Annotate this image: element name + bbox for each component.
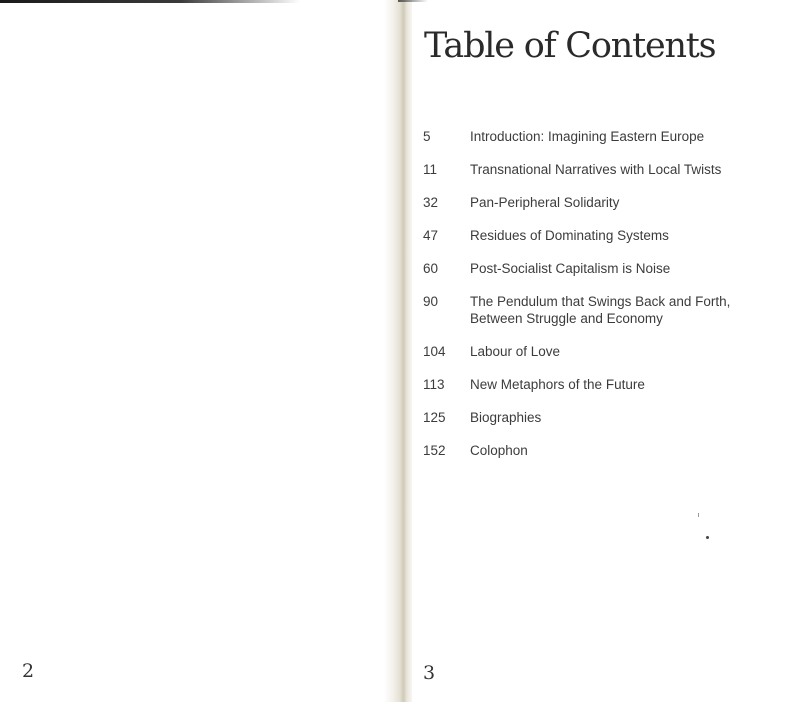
- paper-speck: [706, 536, 709, 539]
- toc-page-number: 60: [423, 261, 439, 276]
- toc-entry-introduction: [423, 128, 773, 145]
- toc-entry-residues: [423, 227, 773, 244]
- toc-entry-title: Introduction: Imagining Eastern Europe: [470, 129, 705, 144]
- toc-entry-title: Colophon: [470, 443, 528, 458]
- left-page-top-edge-shadow: [0, 0, 300, 3]
- toc-list: [423, 128, 773, 475]
- toc-entry-title: Residues of Dominating Systems: [470, 228, 669, 243]
- toc-entry-post-socialist-capitalism: [423, 260, 773, 277]
- toc-entry-title: Transnational Narratives with Local Twists: [470, 162, 722, 177]
- toc-entry-colophon: [423, 442, 773, 459]
- toc-page-number: 125: [423, 410, 446, 425]
- toc-entry-title: Pan-Peripheral Solidarity: [470, 195, 620, 210]
- toc-entry-title: Biographies: [470, 410, 542, 425]
- toc-entry-pan-peripheral-solidarity: [423, 194, 773, 211]
- toc-page-number: 11: [423, 162, 438, 177]
- toc-page-number: 32: [423, 195, 439, 210]
- toc-page-number: 90: [423, 294, 439, 309]
- paper-speck: [698, 513, 699, 517]
- book-gutter: [384, 0, 412, 702]
- toc-page-number: 5: [423, 129, 431, 144]
- right-page-number: 3: [423, 662, 436, 684]
- left-page: [0, 0, 400, 702]
- right-page-top-edge-shadow: [398, 0, 428, 2]
- toc-entry-title: New Metaphors of the Future: [470, 377, 645, 392]
- toc-entry-new-metaphors: [423, 376, 773, 393]
- left-page-number: 2: [22, 660, 35, 682]
- toc-entry-transnational-narratives: [423, 161, 773, 178]
- toc-entry-title: Post-Socialist Capitalism is Noise: [470, 261, 671, 276]
- toc-page-number: 104: [423, 344, 446, 359]
- toc-entry-pendulum: [423, 293, 773, 327]
- toc-entry-title: The Pendulum that Swings Back and Forth, Between Struggle and Economy: [470, 294, 731, 326]
- toc-page-number: 113: [423, 377, 445, 392]
- toc-page-number: 47: [423, 228, 439, 243]
- toc-entry-title: Labour of Love: [470, 344, 561, 359]
- toc-page-number: 152: [423, 443, 446, 458]
- page-title: Table of Contents: [424, 26, 716, 66]
- toc-entry-labour-of-love: [423, 343, 773, 360]
- toc-entry-biographies: [423, 409, 773, 426]
